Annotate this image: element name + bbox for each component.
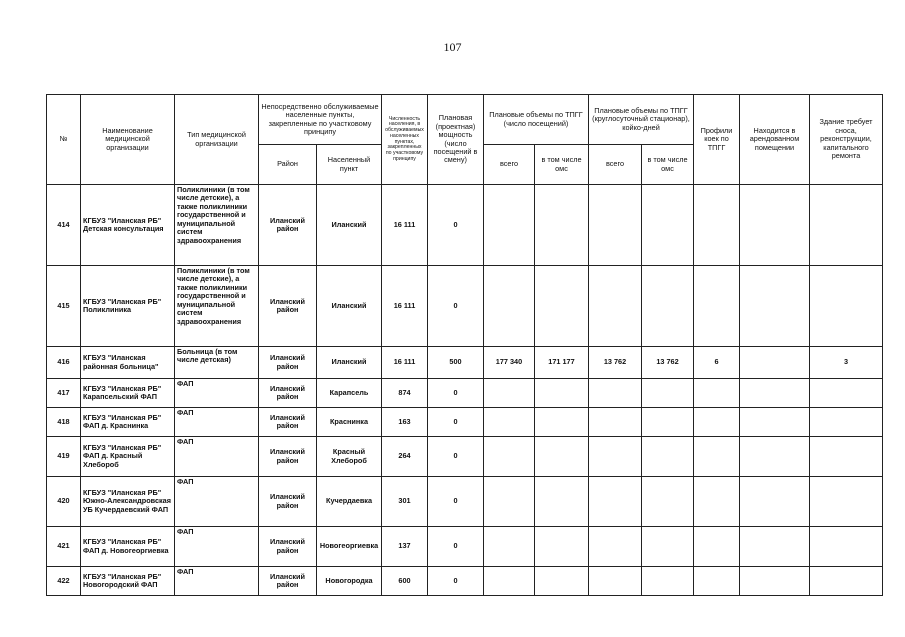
row-rented <box>740 408 810 437</box>
row-capacity: 0 <box>428 437 484 477</box>
row-building <box>810 379 883 408</box>
row-building <box>810 408 883 437</box>
row-type: ФАП <box>175 567 259 596</box>
row-type: Поликлиники (в том числе детские), а также поликлиники государственной и муниципальной систем здравоохранения <box>175 185 259 266</box>
row-settlement: Карапсель <box>317 379 382 408</box>
table-header <box>47 95 883 185</box>
col-profiles-header: Профили коек по ТПГГ <box>694 95 740 185</box>
row-capacity: 0 <box>428 408 484 437</box>
row-settlement: Новогеоргиевка <box>317 527 382 567</box>
row-beds-oms <box>642 379 694 408</box>
row-num: 415 <box>47 266 81 347</box>
row-beds-oms <box>642 567 694 596</box>
row-population: 163 <box>382 408 428 437</box>
row-beds-total <box>589 477 642 527</box>
row-visits-oms: 171 177 <box>535 347 589 379</box>
row-district: Иланский район <box>259 477 317 527</box>
row-beds-total: 13 762 <box>589 347 642 379</box>
row-org: КГБУЗ "Иланская РБ" ФАП д. Красный Хлебороб <box>81 437 175 477</box>
table-row <box>47 527 883 567</box>
row-visits-total <box>484 185 535 266</box>
row-building <box>810 437 883 477</box>
row-settlement: Иланский <box>317 185 382 266</box>
row-beds-oms <box>642 185 694 266</box>
row-population: 874 <box>382 379 428 408</box>
row-org: КГБУЗ "Иланская РБ" Новогородский ФАП <box>81 567 175 596</box>
row-district: Иланский район <box>259 185 317 266</box>
row-visits-oms <box>535 266 589 347</box>
row-visits-oms <box>535 185 589 266</box>
row-profiles <box>694 379 740 408</box>
row-district: Иланский район <box>259 437 317 477</box>
row-visits-total <box>484 477 535 527</box>
row-type: Больница (в том числе детская) <box>175 347 259 379</box>
table-row <box>47 477 883 527</box>
table-row <box>47 185 883 266</box>
row-rented <box>740 185 810 266</box>
row-org: КГБУЗ "Иланская РБ" Детская консультация <box>81 185 175 266</box>
row-type: Поликлиники (в том числе детские), а также поликлиники государственной и муниципальной систем здравоохранения <box>175 266 259 347</box>
row-capacity: 500 <box>428 347 484 379</box>
col-type-header: Тип медицинской организации <box>175 95 259 185</box>
row-settlement: Краснинка <box>317 408 382 437</box>
row-rented <box>740 477 810 527</box>
col-points-header: Непосредственно обслуживаемые населенные пункты, закрепленные по участковому принципу <box>259 95 382 145</box>
col-beds-oms-header: в том числе омс <box>642 145 694 185</box>
row-visits-oms <box>535 567 589 596</box>
row-population: 16 111 <box>382 185 428 266</box>
table-body <box>47 185 883 596</box>
row-org: КГБУЗ "Иланская РБ" Карапсельский ФАП <box>81 379 175 408</box>
row-beds-total <box>589 408 642 437</box>
row-profiles <box>694 408 740 437</box>
row-beds-oms <box>642 437 694 477</box>
col-district-header: Район <box>259 145 317 185</box>
col-beds-header: Плановые объемы по ТПГГ (круглосуточный стационар), койко-дней <box>589 95 694 145</box>
row-visits-total <box>484 408 535 437</box>
row-num: 419 <box>47 437 81 477</box>
row-beds-total <box>589 527 642 567</box>
row-population: 16 111 <box>382 347 428 379</box>
row-building <box>810 266 883 347</box>
row-district: Иланский район <box>259 527 317 567</box>
row-visits-total <box>484 437 535 477</box>
row-num: 417 <box>47 379 81 408</box>
row-beds-oms <box>642 266 694 347</box>
row-settlement: Кучердаевка <box>317 477 382 527</box>
row-num: 420 <box>47 477 81 527</box>
row-capacity: 0 <box>428 477 484 527</box>
row-settlement: Иланский <box>317 347 382 379</box>
row-beds-total <box>589 266 642 347</box>
row-capacity: 0 <box>428 266 484 347</box>
row-population: 137 <box>382 527 428 567</box>
row-beds-total <box>589 379 642 408</box>
row-num: 422 <box>47 567 81 596</box>
col-settlement-header: Населенный пункт <box>317 145 382 185</box>
row-type: ФАП <box>175 408 259 437</box>
row-district: Иланский район <box>259 266 317 347</box>
col-visits-header: Плановые объемы по ТПГГ (число посещений) <box>484 95 589 145</box>
row-building: 3 <box>810 347 883 379</box>
col-population-header: Численность населения, в обслуживаемых населенных пунктах, закрепленных по участковому принципу <box>382 95 428 185</box>
row-capacity: 0 <box>428 379 484 408</box>
row-visits-oms <box>535 408 589 437</box>
table-row <box>47 437 883 477</box>
table-row <box>47 379 883 408</box>
col-beds-total-header: всего <box>589 145 642 185</box>
row-beds-oms: 13 762 <box>642 347 694 379</box>
row-visits-total <box>484 527 535 567</box>
row-visits-total <box>484 567 535 596</box>
row-org: КГБУЗ "Иланская РБ" ФАП д. Новогеоргиевка <box>81 527 175 567</box>
row-rented <box>740 379 810 408</box>
row-population: 16 111 <box>382 266 428 347</box>
facilities-table <box>46 94 883 596</box>
table-row <box>47 347 883 379</box>
row-beds-total <box>589 567 642 596</box>
row-org: КГБУЗ "Иланская районная больница" <box>81 347 175 379</box>
row-profiles <box>694 437 740 477</box>
row-rented <box>740 567 810 596</box>
row-visits-oms <box>535 477 589 527</box>
row-profiles <box>694 567 740 596</box>
row-district: Иланский район <box>259 567 317 596</box>
row-visits-total: 177 340 <box>484 347 535 379</box>
row-capacity: 0 <box>428 527 484 567</box>
row-beds-total <box>589 437 642 477</box>
row-visits-total <box>484 266 535 347</box>
row-settlement: Новогородка <box>317 567 382 596</box>
row-num: 414 <box>47 185 81 266</box>
row-beds-oms <box>642 527 694 567</box>
table-row <box>47 408 883 437</box>
row-district: Иланский район <box>259 347 317 379</box>
row-building <box>810 567 883 596</box>
row-beds-total <box>589 185 642 266</box>
row-population: 301 <box>382 477 428 527</box>
table-row <box>47 567 883 596</box>
row-type: ФАП <box>175 379 259 408</box>
row-type: ФАП <box>175 527 259 567</box>
row-rented <box>740 266 810 347</box>
col-building-header: Здание требует сноса, реконструкции, капитального ремонта <box>810 95 883 185</box>
page-number: 107 <box>443 40 462 54</box>
row-settlement: Красный Хлебороб <box>317 437 382 477</box>
row-num: 421 <box>47 527 81 567</box>
row-building <box>810 527 883 567</box>
row-capacity: 0 <box>428 185 484 266</box>
row-rented <box>740 347 810 379</box>
row-district: Иланский район <box>259 408 317 437</box>
row-rented <box>740 527 810 567</box>
row-population: 600 <box>382 567 428 596</box>
row-district: Иланский район <box>259 379 317 408</box>
row-visits-total <box>484 379 535 408</box>
col-org-header: Наименование медицинской организации <box>81 95 175 185</box>
row-capacity: 0 <box>428 567 484 596</box>
row-visits-oms <box>535 527 589 567</box>
col-visits-oms-header: в том числе омс <box>535 145 589 185</box>
col-visits-total-header: всего <box>484 145 535 185</box>
row-profiles <box>694 477 740 527</box>
row-org: КГБУЗ "Иланская РБ" ФАП д. Краснинка <box>81 408 175 437</box>
row-org: КГБУЗ "Иланская РБ" Поликлиника <box>81 266 175 347</box>
table-row <box>47 266 883 347</box>
row-rented <box>740 437 810 477</box>
col-capacity-header: Плановая (проектная) мощность (число посещений в смену) <box>428 95 484 185</box>
row-type: ФАП <box>175 477 259 527</box>
row-population: 264 <box>382 437 428 477</box>
row-num: 418 <box>47 408 81 437</box>
row-profiles: 6 <box>694 347 740 379</box>
row-type: ФАП <box>175 437 259 477</box>
row-profiles <box>694 266 740 347</box>
row-settlement: Иланский <box>317 266 382 347</box>
row-building <box>810 185 883 266</box>
col-rented-header: Находится в арендованном помещении <box>740 95 810 185</box>
col-num-header: № <box>47 95 81 185</box>
row-beds-oms <box>642 408 694 437</box>
row-profiles <box>694 527 740 567</box>
row-num: 416 <box>47 347 81 379</box>
row-building <box>810 477 883 527</box>
row-beds-oms <box>642 477 694 527</box>
row-visits-oms <box>535 379 589 408</box>
row-profiles <box>694 185 740 266</box>
row-visits-oms <box>535 437 589 477</box>
row-org: КГБУЗ "Иланская РБ" Южно-Александровская УБ Кучердаевский ФАП <box>81 477 175 527</box>
